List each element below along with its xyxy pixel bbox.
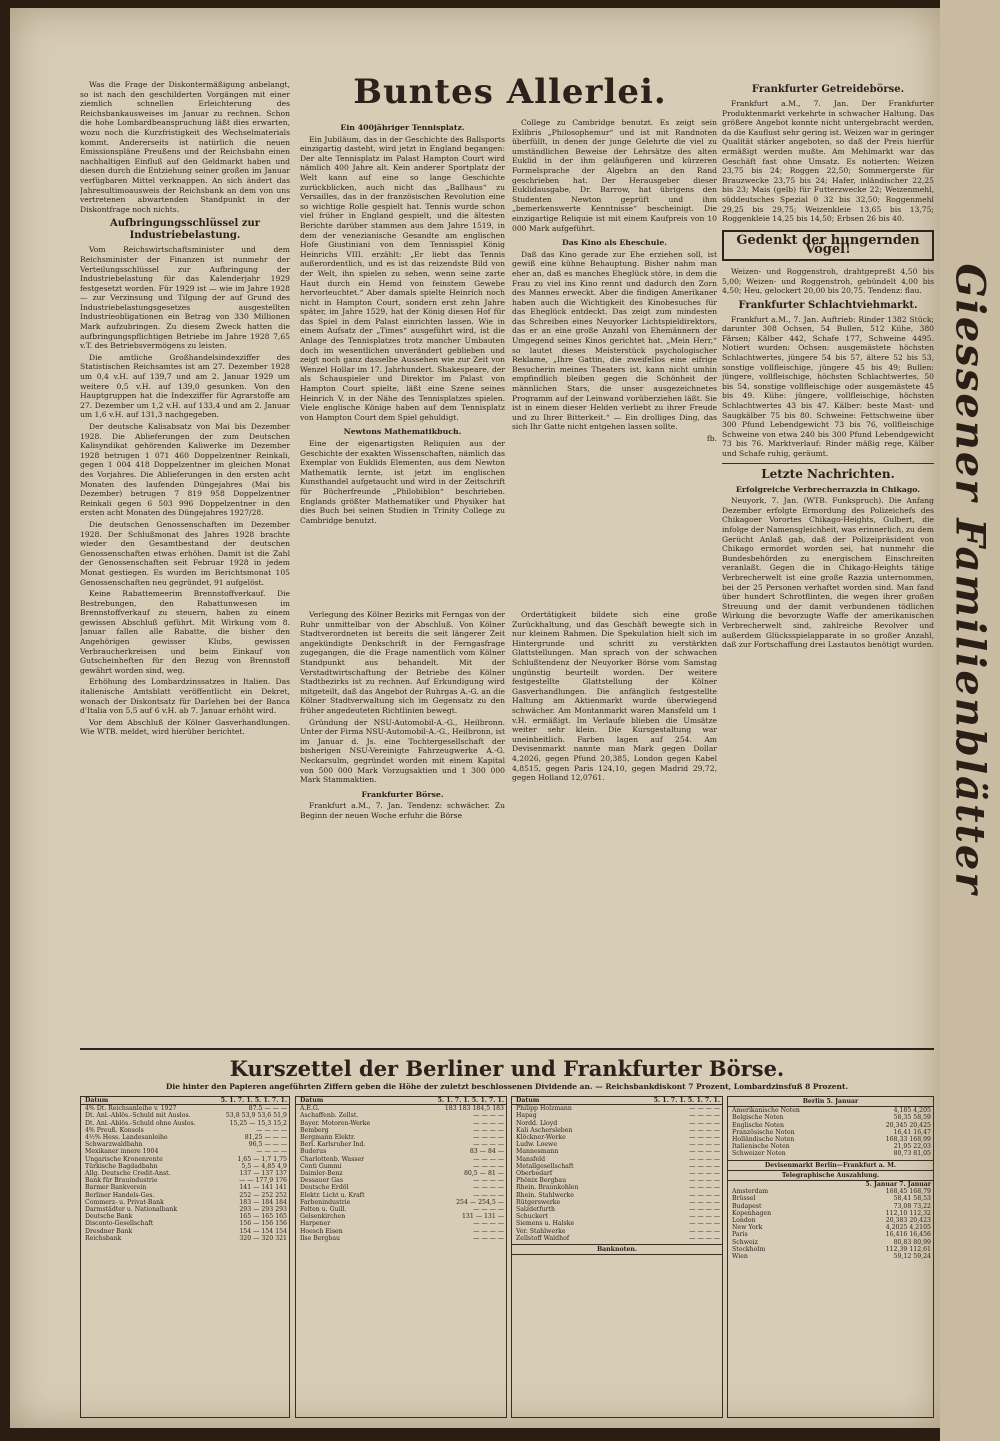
table-row: Oberbedarf — — — — [516,1170,720,1178]
heading-chikago: Erfolgreiche Verbrecherrazzia in Chikago. [735,484,921,494]
table-row: Französische Noten 16,41 16,47 [732,1128,931,1136]
table-row: Deutsche Bank 165 — 165 165 [85,1213,287,1221]
table-row: Rhein. Braunkohlen — — — — [516,1184,720,1192]
table-row: Aschaffenb. Zellst. — — — — [300,1112,504,1120]
table-header: Datum 5. 1. 7. 1. 5. 1. 7. 1. [296,1097,506,1105]
table-row: Belgische Noten 58,35 58,59 [732,1114,931,1122]
table-row: Buderus 83 — 84 — [300,1148,504,1156]
table-row: Bank für Brauindustrie — — 177,9 176 [85,1177,287,1185]
table-row: Bergmann Elektr. — — — — [300,1134,504,1142]
column-kino [512,118,717,603]
table-row: 4% Preuß. Konsols — — — — [85,1126,287,1134]
article-text: Verlegung des Kölner Bezirks mit Ferngas von der Ruhr unmittelbar von der Abschluß. Von Kölner Stadtverordneten ist bereits die seit längerer Zeit angekündigte Denkschrift in der Ferngasfrage zugegangen, die die Frage namentlich vom Kölner Standpunkt aus behandelt. Mit der Verstadtwirtschaftung der Betriebe des Kölner Stadtbezirks ist zu rechnen. Auf Erkundigung wird mitgeteilt, daß das Angebot der Ruhrgas A.-G. an die Kölner Stadtverwaltung sich im Gegensatz zu den früher angedeuteten Richtlinien bewegt. [300,610,505,715]
heading-newton: Newtons Mathematikbuch. [343,427,462,437]
table-row: Ludw. Loewe — — — — [516,1141,720,1149]
paragraph: Keine Rabattemeerim Brennstoffverkauf. Die Bestrebungen, den Rabattunwesen im Brennstoffverkauf zu steuern, haben zu einem gewissen Abschluß geführt. Mit Wirkung vom 8. Januar fallen alle Rabatte, die bisher den Angehörigen gewisser Klubs, gewissen Verbraucherkreisen und beim Einkauf von Gutscheinheften für den Bezug von Brennstoff gewährt worden sind, weg. [80,589,290,675]
column-markets [722,80,934,1134]
article-text: Neuyork, 7. Jan. (WTB. Funkspruch). Die Anfang Dezember erfolgte Ermordung des Polizeichefs des Chikagoer Vorortes Chikago-Heights, Gulbert, die infolge der Namensgleichheit, was erinnerlich, zu dem Gerücht Anlaß gab, daß der Polizeipräsident von Chikago ermordet worden sei, hat nunmehr die Bundesbehörden zu energischem Einschreiten veranlaßt. Gegen die in Chikago-Heights tätige Verbrecherwelt ist eine große Razzia unternommen, bei der 25 Personen verhaftet worden sind. Man fand über hundert Schrotflinten, die wegen ihrer großen Streuung und der damit verbundenen tödlichen Wirkung die bevorzugte Waffe der amerikanischen Verbrecherwelt sind, zahlreiche Revolver und außerdem Glücksspielapparate in so großer Anzahl, daß zur Fortschaffung drei Lastautos benötigt wurden. [722,496,934,650]
currency-table [727,1096,934,1418]
table-row: Hoesch Eisen — — — — [300,1227,504,1235]
table-row: Berl. Karlsruher Ind. — — — — [300,1141,504,1149]
table-row: Amsterdam 168,45 168,79 [732,1188,931,1196]
column-tennis [300,118,505,603]
table-row: Schweiz 80,83 80,99 [732,1238,931,1246]
table-row: Barmer Bankverein 141 — 141 141 [85,1184,287,1192]
table-row: Phönix Bergbau — — — — [516,1177,720,1185]
table-row: Salzdetfurth — — — — [516,1206,720,1214]
table-header: Datum 5. 1. 7. 1. 5. 1. 7. 1. [512,1097,722,1105]
article-text: Ein Jubiläum, das in der Geschichte des Ballsports einzigartig dasteht, wird jetzt in England begangen: Der alte Tennisplatz im Palast Hampton Court wird nämlich 400 Jahre alt. Kein anderer Sportplatz der Welt kann auf eine so lange Geschichte zurückblicken, auch nicht das „Ballhaus“ zu Versailles, das in der französischen Revolution eine so wichtige Rolle gespielt hat. Tennis wurde schon viel früher in England gespielt, und die ältesten Berichte darüber stammen aus dem Jahre 1519, in dem der venezianische Gesandte am englischen Hofe Giustiniani von dem Tennisspiel König Heinrichs VIII. erzählt: „Er liebt das Tennis außerordentlich, und es ist das reizendste Bild von der Welt, ihn spielen zu sehen, wenn seine zarte Haut durch ein Hemd von feinstem Gewebe hervorleuchtet.“ Aber damals spielte Heinrich noch nicht in Hampton Court, sondern erst zehn Jahre später, im Jahre 1529, hat der König diesen Hof für das Spiel in dem Palast einrichten lassen. Wie in einem Aufsatz der „Times“ ausgeführt wird, ist die Anlage des Tennisplatzes trotz mancher Umbauten doch im wesentlichen unverändert geblieben und zeigt noch ganz dasselbe Aussehen wie zur Zeit von Wenzel Hollar im 17. Jahrhundert. Shakespeare, der als Schauspieler und Direktor im Palast von Hampton Court spielte, läßt eine Szene seines Heinrich V. in der Nähe des Tennisplatzes spielen. Viele englische Könige haben auf dem Tennisplatz von Hampton Court dem Spiel gehuldigt. [300,134,505,422]
paragraph: Vor dem Abschluß der Kölner Gasverhandlungen. Wie WTB. meldet, wird hierüber berichtet. [80,717,290,737]
table-row: A.E.G. 183 183 184,5 183 [300,1105,504,1113]
table-row: Berliner Handels-Ges. 252 — 252 252 [85,1191,287,1199]
paragraph: Vom Reichswirtschaftsminister und dem Reichsminister der Finanzen ist nunmehr der Verteilungsschlüssel zur Aufbringung der Industriebelastung für das Kalenderjahr 1929 festgesetzt worden. Für 1929 ist — wie im Jahre 1928 — zur Verzinsung und Tilgung der auf Grund des Industriebelastungsgesetzes ausgestellten Industrieobligationen ein Betrag von 330 Millionen Mark aufzubringen. Zu diesem Zweck hatten die aufbringungspflichtigen Betriebe im Jahre 1928 7,65 v.T. des Betriebsvermögens zu leisten. [80,245,290,351]
table-row: Charlottenb. Wasser — — — — [300,1155,504,1163]
table-row: Deutsche Erdöl — — — — [300,1184,504,1192]
table-row: Commerz- u. Privat-Bank 183 — 184 184 [85,1198,287,1206]
telegraph-title: Telegraphische Auszahlung. [728,1171,933,1181]
masthead: Giessener Familienblätter [946,263,994,896]
heading-frankfurter-boerse: Frankfurter Börse. [361,789,444,799]
heading-kino: Das Kino als Eheschule. [561,238,668,248]
bird-appeal-box: Gedenkt der hungernden Vögel! [722,230,934,261]
heading-aufbringung: Aufbringungsschlüssel zur Industriebelastung. [110,218,260,242]
article-text: Frankfurt a.M., 7. Jan. Tendenz: schwächer. Zu Beginn der neuen Woche erfuhr die Börse [300,801,505,820]
table-row: London 20,383 20,423 [732,1217,931,1225]
table-row: Conti Gummi — — — — [300,1162,504,1170]
table-row: Ungarische Kronenrente 1,65 — 1,7 1,75 [85,1155,287,1163]
table-row: Ver. Stahlwerke — — — — [516,1227,720,1235]
table-row: Türkische Bagdadbahn 5,5 — 4,85 4,9 [85,1162,287,1170]
adjacent-page-edge [940,0,1000,1441]
article-text: Weizen- und Roggenstroh, drahtgepreßt 4,50 bis 5,00; Weizen- und Roggenstroh, gebündelt 4,00 bis 4,50; Heu, gelockert 20,00 bis 20,75. Tendenz: flau. [722,266,934,296]
paragraph: Erhöhung des Lombardzinssatzes in Italien. Das italienische Amtsblatt veröffentlicht ein Dekret, wonach der Diskontsatz für Darlehen bei der Banca d'Italia von 5,5 auf 6 v.H. ab 7. Januar erhöht wird. [80,677,290,716]
banknotes-title: Banknoten. [512,1244,722,1255]
table-row: Gelsenkirchen 131 — 131 — [300,1213,504,1221]
heading-getreide: Frankfurter Getreidebörse. [751,84,905,95]
table-row: Metallgesellschaft — — — — [516,1162,720,1170]
table-title: Berlin 5. Januar [728,1097,933,1107]
table-row: Felten u. Guill. — — — — [300,1206,504,1214]
table-row: Darmstädter u. Nationalbank 293 — 293 293 [85,1206,287,1214]
table-row: Wien 59,12 59,24 [732,1253,931,1261]
article-text: Gründung der NSU-Automobil-A.-G., Heilbronn. Unter der Firma NSU-Automobil-A.-G., Heilbronn, ist im Januar d. Js. eine Tochtergesellschaft der bisherigen NSU-Vereinigte Fahrzeugwerke A.-G. Neckarsulm, gegründet worden mit einem Kapital von 500 000 Mark Vorzugsaktien und 1 300 000 Mark Stammaktien. [300,717,505,785]
table-row: Mansfeld — — — — [516,1155,720,1163]
table-row: Allg. Deutsche Credit-Anst. 137 — 137 137 [85,1170,287,1178]
table-row: Ilse Bergbau — — — — [300,1234,504,1242]
table-row: Schweizer Noten 80,73 81,05 [732,1150,931,1158]
column-lower-right [512,610,717,1040]
table-row: Klöckner-Werke — — — — [516,1134,720,1142]
heading-letzte: Letzte Nachrichten. [761,466,895,481]
table-row: Holländische Noten 168,33 168,99 [732,1136,931,1144]
table-row: Dessauer Gas — — — — [300,1177,504,1185]
table-row: Schuckert — — — — [516,1213,720,1221]
article-text: Daß das Kino gerade zur Ehe erziehen soll, ist gewiß eine kühne Behauptung. Bisher nahm man eher an, daß es manches Eheglück störe, in dem die Frau zu viel ins Kino rennt und dadurch den Zorn des Mannes erweckt. Aber die findigen Amerikaner haben auch die Wichtigkeit des Kinobesuches für das Eheglück entdeckt. Das zeigt zum mindesten das Schreiben eines Neuyorker Lichtspieldirektors, das er an eine große Anzahl von Ehemännern der Umgegend seines Kinos gerichtet hat. „Mein Herr,“ so lautet dieses Meisterstück psychologischer Reklame, „Ihre Gattin, die zweifellos eine eifrige Besucherin meines Theaters ist, kann nicht umhin empfindlich bleiben gegen die Schönheit der männlichen Stars, die unser ausgezeichnetes Programm auf der Leinwand vorüberziehen läßt. Sie ist in einem dieser Helden verliebt zu ihrer Freude und zu Ihrer Bitterkeit.“ — Ein drolliges Ding, das sich Ihr Gatte nicht entgehen lassen sollte. [512,249,717,432]
table-row: Kali Aschersleben — — — — [516,1126,720,1134]
stock-table-1 [80,1096,290,1418]
table-row: Italienische Noten 21,95 22,03 [732,1143,931,1151]
table-header: Datum 5. 1. 7. 1. 5. 1. 7. 1. [81,1097,289,1105]
article-text: College zu Cambridge benutzt. Es zeigt sein Exlibris „Philosophemur“ und ist mit Randnoten überfüllt, in denen der junge Gelehrte die viel zu umständlichen Beweise der Lehrsätze des alten Euklid in der ihm geläufigeren und kürzeren Formelsprache der Algebra an den Rand geschrieben hat. Der Herausgeber dieser Euklidausgabe, Dr. Barrow, hat übrigens den Studenten Newton geprüft und ihm „bemerkenswerte Kenntnisse“ bescheinigt. Die einzigartige Reliquie ist mit einem Kaufpreis von 10 000 Mark aufgeführt. [512,118,717,233]
table-row: Amerikanische Noten 4,185 4,205 [732,1107,931,1115]
heading-schlachtvieh: Frankfurter Schlachtviehmarkt. [738,299,918,311]
stock-table-2 [295,1096,507,1418]
table-row: Bemberg — — — — [300,1126,504,1134]
table-row: Brüssel 58,41 58,53 [732,1195,931,1203]
table-row: Farbenindustrie 254 — 254,5 — [300,1198,504,1206]
table-row: Nordd. Lloyd — — — — [516,1119,720,1127]
table-row: Budapest 73,08 73,22 [732,1202,931,1210]
table-row: Dresdner Bank 154 — 154 154 [85,1227,287,1235]
table-row: Disconto-Gesellschaft 156 — 156 156 [85,1220,287,1228]
table-row: Rhein. Stahlwerke — — — — [516,1191,720,1199]
table-row: Bayer. Motoren-Werke — — — — [300,1119,504,1127]
table-row: Reichsbank 320 — 320 321 [85,1234,287,1242]
table-row: Dt. Anl.-Ablös.-Schuld ohne Auslos. 15,25 — 15,3 15,2 [85,1119,287,1127]
stock-table-3 [511,1096,723,1418]
column-economy [80,80,290,1134]
table-row: Harpener — — — — [300,1220,504,1228]
table-row: Zellstoff Waldhof — — — — [516,1234,720,1242]
table-row: Hapag — — — — [516,1112,720,1120]
article-text: Eine der eigenartigsten Reliquien aus der Geschichte der exakten Wissenschaften, nämlich das Exemplar von Euklids Elementen, aus dem Newton Mathematik lernte, ist jetzt im englischen Kunsthandel aufgetaucht und wird in der Zeitschrift für Bücherfreunde „Philobiblon“ beschrieben. Englands größter Mathematiker und Physiker hat dies Buch bei seinen Studien in Trinity College zu Cambridge benutzt. [300,439,505,525]
bourse-subtitle: Die hinter den Papieren angeführten Ziffern geben die Höhe der zuletzt beschlossenen Dividende an. — Reichsbankdiskont 7 Prozent, Lombardzinsfuß 8 Prozent. [165,1082,849,1091]
table-row: Englische Noten 20,345 20,425 [732,1121,931,1129]
paragraph: Der deutsche Kalisabsatz von Mai bis Dezember 1928. Die Ablieferungen der zum Deutschen Kalisyndikat gehörenden Kaliwerke im Dezember 1928 betrugen 1 071 460 Doppelzentner Reinkali, gegen 1 004 418 Doppelzentner im gleichen Monat des Vorjahres. Die Ablieferungen in den ersten acht Monaten des laufenden Düngejahres (Mai bis Dezember) betrugen 7 819 958 Doppelzentner Reinkali gegen 6 503 996 Doppelzentner in den ersten acht Monaten des Düngejahres 1927/28. [80,422,290,518]
table-row: 4½% Hess. Landesanleihe 81,25 — — — [85,1134,287,1142]
intro-paragraph: Was die Frage der Diskontermäßigung anbelangt, so ist nach den geschilderten Vorgängen mit einer ziemlich schnellen Erleichterung des Reichsbankausweises im Januar zu rechnen. Schon die hohe Lombardbeanspruchung läßt dies erwarten, wozu noch die Kurzfristigkeit des Wechselmaterials kommt. Andererseits ist natürlich die neuen Emissionspläne Preußens und der Reichsbahn einen nachhaltigen Einfluß auf den Geldmarkt haben und diesen durch die Entziehung seiner großen im Januar verfügbaren Mittel verknappen. An sich ändert das Jahresultimoausweis der Reichsbank an dem von uns vertretenen abwartenden Standpunkt in der Diskontfrage noch nichts. [80,80,290,214]
article-text: Ordertätigkeit bildete sich eine große Zurückhaltung, und das Geschäft bewegte sich in nur kleinem Rahmen. Die Spekulation hielt sich im Hintergrunde und schritt zu verstärkten Glattstellungen. Man sprach von der schwachen Schlußtendenz der Neuyorker Börse vom Samstag ungünstig beurteilt worden. Der weitere festgestellte Glattstellung der Kölner Gasverhandlungen. Die anfänglich festgestellte Haltung am Aktienmarkt wurde überwiegend schwächer. Am Montanmarkt waren Mansfeld um 1 v.H. ermäßigt. Im Verlaufe blieben die Umsätze weiter sehr klein. Die Kursgestaltung war uneinheitlich. Farben lagen auf 254. Am Devisenmarkt nannte man Mark gegen Dollar 4,2026, gegen Pfund 20,385, London gegen Kabel 4,8515, gegen Paris 124,10, gegen Madrid 29,72, gegen Holland 12,0761. [512,610,717,783]
article-text: Frankfurt a.M., 7. Jan. Der Frankfurter Produktenmarkt verkehrte in schwacher Haltung. Das größere Angebot konnte nicht untergebracht werden, da die Kauflust sehr gering ist. Weizen war in geringer Qualität stärker angeboten, so daß der Preis hierfür ermäßigt werden mußte. Am Mehlmarkt war das Geschäft fast ohne Umsatz. Es notierten: Weizen 23,75 bis 24; Roggen 22,50; Sommergerste für Brauzwecke 23,75 bis 24; Hafer, inländischer 22,25 bis 23; Mais (gelb) für Futterzwecke 22; Weizenmehl, süddeutsches Spezial 0 32 bis 32,50; Roggenmehl 29,25 bis 29,75; Weizenkleie 13,65 bis 13,75; Roggenkleie 14,25 bis 14,50; Erbsen 26 bis 40. [722,99,934,224]
devisen-header: 5. Januar 7. Januar [865,1181,931,1189]
heading-tennis: Ein 400jähriger Tennisplatz. [340,123,465,132]
table-row: Stockholm 112,39 112,61 [732,1245,931,1253]
table-row: 4% Dt. Reichsanleihe v. 1927 87.5 — — — [85,1105,287,1113]
table-row: Elektr. Licht u. Kraft — — — — [300,1191,504,1199]
paragraph: Die deutschen Genossenschaften im Dezember 1928. Der Schlußmonat des Jahres 1928 brachte wieder den Gesamtbestand der deutschen Genossenschaften etwas erhöhen. Damit ist die Zahl der Genossenschaften seit Februar 1928 in jedem Monat gestiegen. Es wurden im Berichtsmonat 105 Genossenschaften neu gegründet, 91 aufgelöst. [80,519,290,587]
table-row: Paris 16,416 16,456 [732,1231,931,1239]
table-row: Kopenhagen 112,10 112,32 [732,1209,931,1217]
table-row: Philipp Holzmann — — — — [516,1105,720,1113]
table-row: Siemens u. Halske — — — — [516,1220,720,1228]
main-title: Buntes Allerlei. [353,72,667,112]
lower-news [300,610,718,1040]
table-row: Daimler-Benz 80,5 — 81 — [300,1170,504,1178]
table-row: Mannesmann — — — — [516,1148,720,1156]
article-text: Frankfurt a.M., 7. Jan. Auftrieb: Rinder 1382 Stück; darunter 308 Ochsen, 54 Bullen, 512 Kühe, 380 Färsen; Kälber 442, Schafe 177, Schweine 4495. Notiert wurden: Ochsen: ausgemästete höchsten Schlachtwertes, jüngere 54 bis 57, ältere 52 bis 53, sonstige vollfleischige, jüngere 45 bis 49; Bullen: jüngere, vollfleischige, höchsten Schlachtwertes, 50 bis 54, sonstige vollfleischige oder ausgemästete 45 bis 49. Kühe: jüngere, vollfleischige, höchsten Schlachtwertes 43 bis 47. Kälber: beste Mast- und Saugkälber 75 bis 80. Schweine: Fettschweine über 300 Pfund Lebendgewicht 73 bis 76, vollfleischige Schweine von etwa 240 bis 300 Pfund Lebendgewicht 73 bis 76. Marktverlauf: Rinder mäßig rege, Kälber und Schafe ruhig, geräumt. [722,314,934,458]
devisen-title: Devisenmarkt Berlin—Frankfurt a. M. [728,1160,933,1171]
bourse-title: Kurszettel der Berliner und Frankfurter Börse. [80,1048,934,1082]
table-row: Schwarzwaldbahn 96,5 — — — [85,1141,287,1149]
table-row: Mexikaner innere 1904 — — — — [85,1148,287,1156]
column-lower-left [300,610,505,1040]
table-row: Dt. Anl.-Ablös.-Schuld mit Auslos. 53,8 53,9 53,6 51,9 [85,1112,287,1120]
paragraph: Die amtliche Großhandelsindexziffer des Statistischen Reichsamtes ist am 27. Dezember 1928 um 0,4 v.H. auf 139,7 und am 2. Januar 1929 um weitere 0,5 v.H. auf 139,0 gesunken. Von den Hauptgruppen hat die Indexziffer für Agrarstoffe am 27. Dezember um 1,2 v.H. auf 133,4 und am 2. Januar um 1,6 v.H. auf 131,3 nachgegeben. [80,352,290,420]
divider [722,463,934,464]
table-row: New York 4,2025 4,2105 [732,1224,931,1232]
signature: fb. [706,434,717,443]
table-row: Rütgerswerke — — — — [516,1198,720,1206]
